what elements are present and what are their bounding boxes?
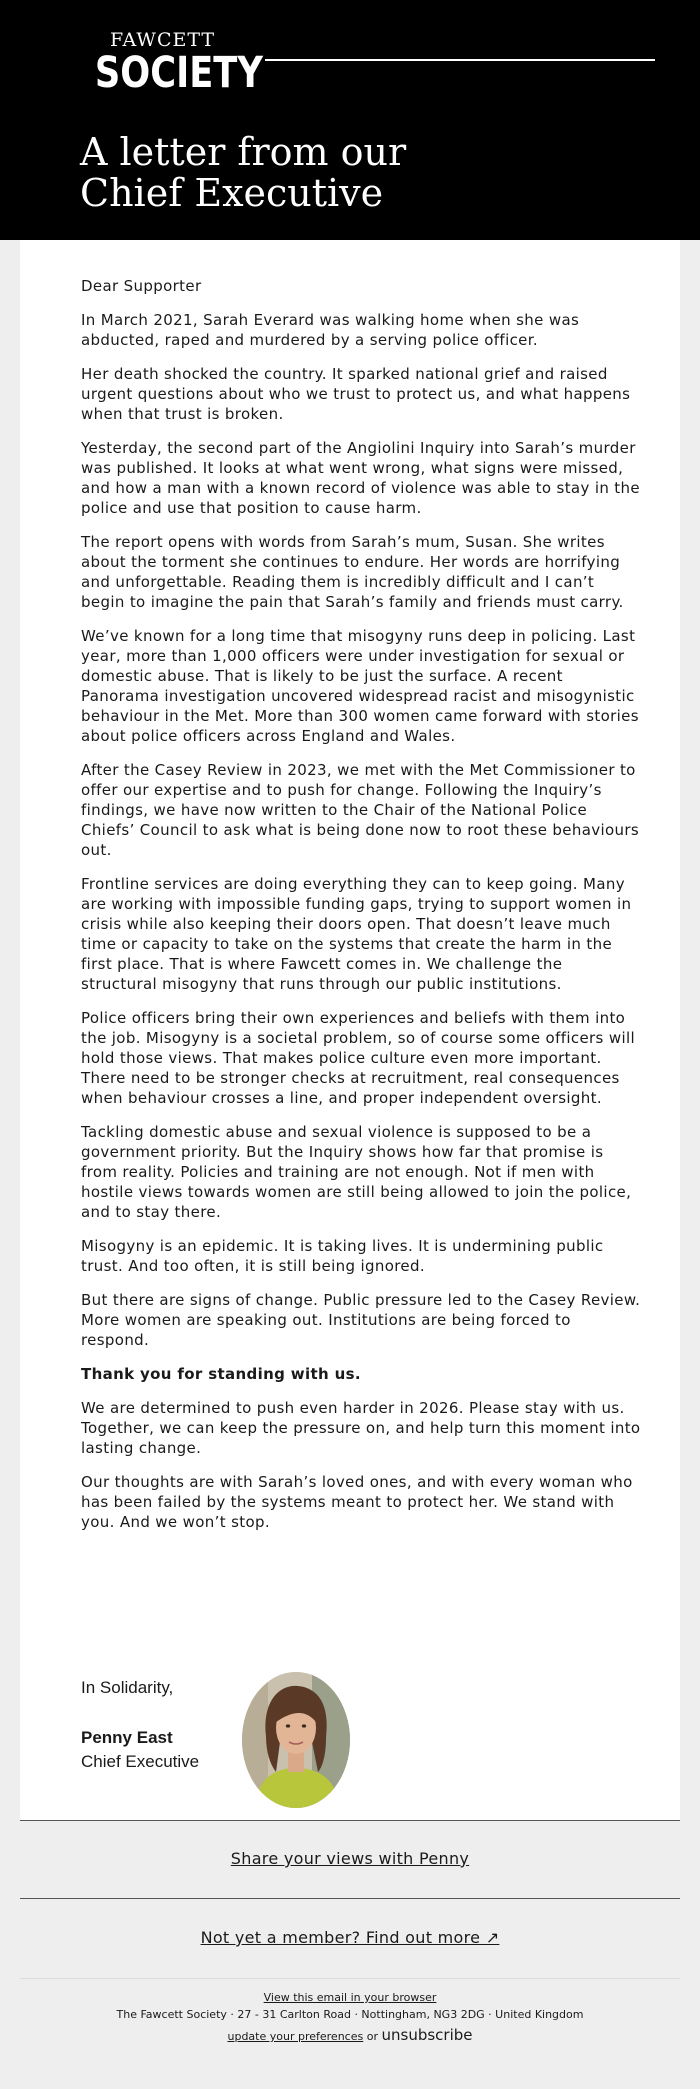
or-text: or xyxy=(366,2030,378,2043)
title-line-1: A letter from our xyxy=(80,130,407,174)
membership-cta xyxy=(20,1928,680,1947)
letter-paragraph: Our thoughts are with Sarah’s loved ones, and with every woman who has been failed by the systems meant to protect her. We stand with you. And we won’t stop. xyxy=(81,1473,633,1531)
signer-name: Penny East xyxy=(81,1728,173,1747)
section-divider xyxy=(20,1898,680,1899)
unsubscribe-link[interactable]: unsubscribe xyxy=(381,2026,473,2044)
update-preferences-link[interactable]: update your preferences xyxy=(227,2030,364,2043)
letter-thanks: Thank you for standing with us. xyxy=(81,1365,361,1383)
portrait-illustration xyxy=(242,1672,350,1808)
share-views-link[interactable]: Share your views with Penny xyxy=(230,1849,470,1868)
letter-paragraph: We are determined to push even harder in 2026. Please stay with us. Together, we can keep the pressure on, and help turn this moment into lasting change. xyxy=(81,1399,641,1457)
letter-paragraph: Yesterday, the second part of the Angiolini Inquiry into Sarah’s murder was published. It looks at what went wrong, what signs were missed, and how a man with a known record of violence was able to stay in the police and use that position to cause harm. xyxy=(81,439,640,517)
footer xyxy=(0,1990,700,2046)
letter-paragraph: Police officers bring their own experiences and beliefs with them into the job. Misogyny is a societal problem, so of course some officers will hold those views. That makes police culture even more important. There need to be stronger checks at recruitment, real consequences when behaviour crosses a line, and proper independent oversight. xyxy=(81,1009,635,1107)
letter-greeting: Dear Supporter xyxy=(81,277,202,295)
view-in-browser-link[interactable]: View this email in your browser xyxy=(263,1991,437,2004)
letter-paragraph: After the Casey Review in 2023, we met with the Met Commissioner to offer our expertise and to push for change. Following the Inquiry’s findings, we have now written to the Chair of the National Police Chiefs’ Council to ask what is being done now to root these behaviours out. xyxy=(81,761,640,859)
signer-role: Chief Executive xyxy=(81,1752,200,1771)
page-title xyxy=(80,132,640,214)
letter-paragraph: In March 2021, Sarah Everard was walking home when she was abducted, raped and murdered by a serving police officer. xyxy=(81,311,580,349)
closing-line: In Solidarity, xyxy=(81,1678,174,1697)
letter-paragraph: We’ve known for a long time that misogyny runs deep in policing. Last year, more than 1,000 officers were under investigation for sexual or domestic abuse. That is likely to be just the surface. A recent Panorama investigation uncovered widespread racist and misogynistic behaviour in the Met. More than 300 women came forward with stories about police officers across England and Wales. xyxy=(81,627,639,745)
share-cta xyxy=(20,1849,680,1868)
postal-address: The Fawcett Society · 27 - 31 Carlton Road · Nottingham, NG3 2DG · United Kingdom xyxy=(116,2008,584,2021)
letter-paragraph: Tackling domestic abuse and sexual violence is supposed to be a government priority. But the Inquiry shows how far that promise is from reality. Policies and training are not enough. Not if men with hostile views towards women are still being allowed to join the police, and to stay there. xyxy=(81,1123,632,1221)
letter-paragraph: Misogyny is an epidemic. It is taking lives. It is undermining public trust. And too often, it is still being ignored. xyxy=(81,1237,604,1275)
letter-body xyxy=(81,276,641,1546)
fawcett-logo[interactable] xyxy=(80,29,263,98)
section-divider xyxy=(20,1978,680,1979)
letter-paragraph: Frontline services are doing everything they can to keep going. Many are working with impossible funding gaps, trying to support women in crisis while also keeping their doors open. That doesn’t leave much time or capacity to take on the systems that create the harm in the first place. That is where Fawcett comes in. We challenge the structural misogyny that runs through our public institutions. xyxy=(81,875,632,993)
preferences-line xyxy=(0,2026,700,2046)
letter-paragraph: Her death shocked the country. It sparked national grief and raised urgent questions about who we trust to protect us, and what happens when that trust is broken. xyxy=(81,365,631,423)
section-divider xyxy=(20,1820,680,1821)
letter-card xyxy=(20,240,680,1820)
letter-paragraph: But there are signs of change. Public pressure led to the Casey Review. More women are speaking out. Institutions are being forced to respond. xyxy=(81,1291,641,1349)
header-rule xyxy=(265,59,655,61)
ceo-portrait xyxy=(242,1672,350,1808)
logo-wordmark-bottom: SOCIETY xyxy=(94,48,263,98)
title-line-2: Chief Executive xyxy=(80,171,384,215)
header-banner xyxy=(0,0,700,240)
letter-paragraph: The report opens with words from Sarah’s mum, Susan. She writes about the torment she continues to endure. Her words are horrifying and unforgettable. Reading them is incredibly difficult and I can’t begin to imagine the pain that Sarah’s family and friends must carry. xyxy=(81,533,624,611)
find-out-more-link[interactable]: Not yet a member? Find out more ↗ xyxy=(200,1928,500,1947)
logo-wordmark-top: FAWCETT xyxy=(109,29,216,51)
